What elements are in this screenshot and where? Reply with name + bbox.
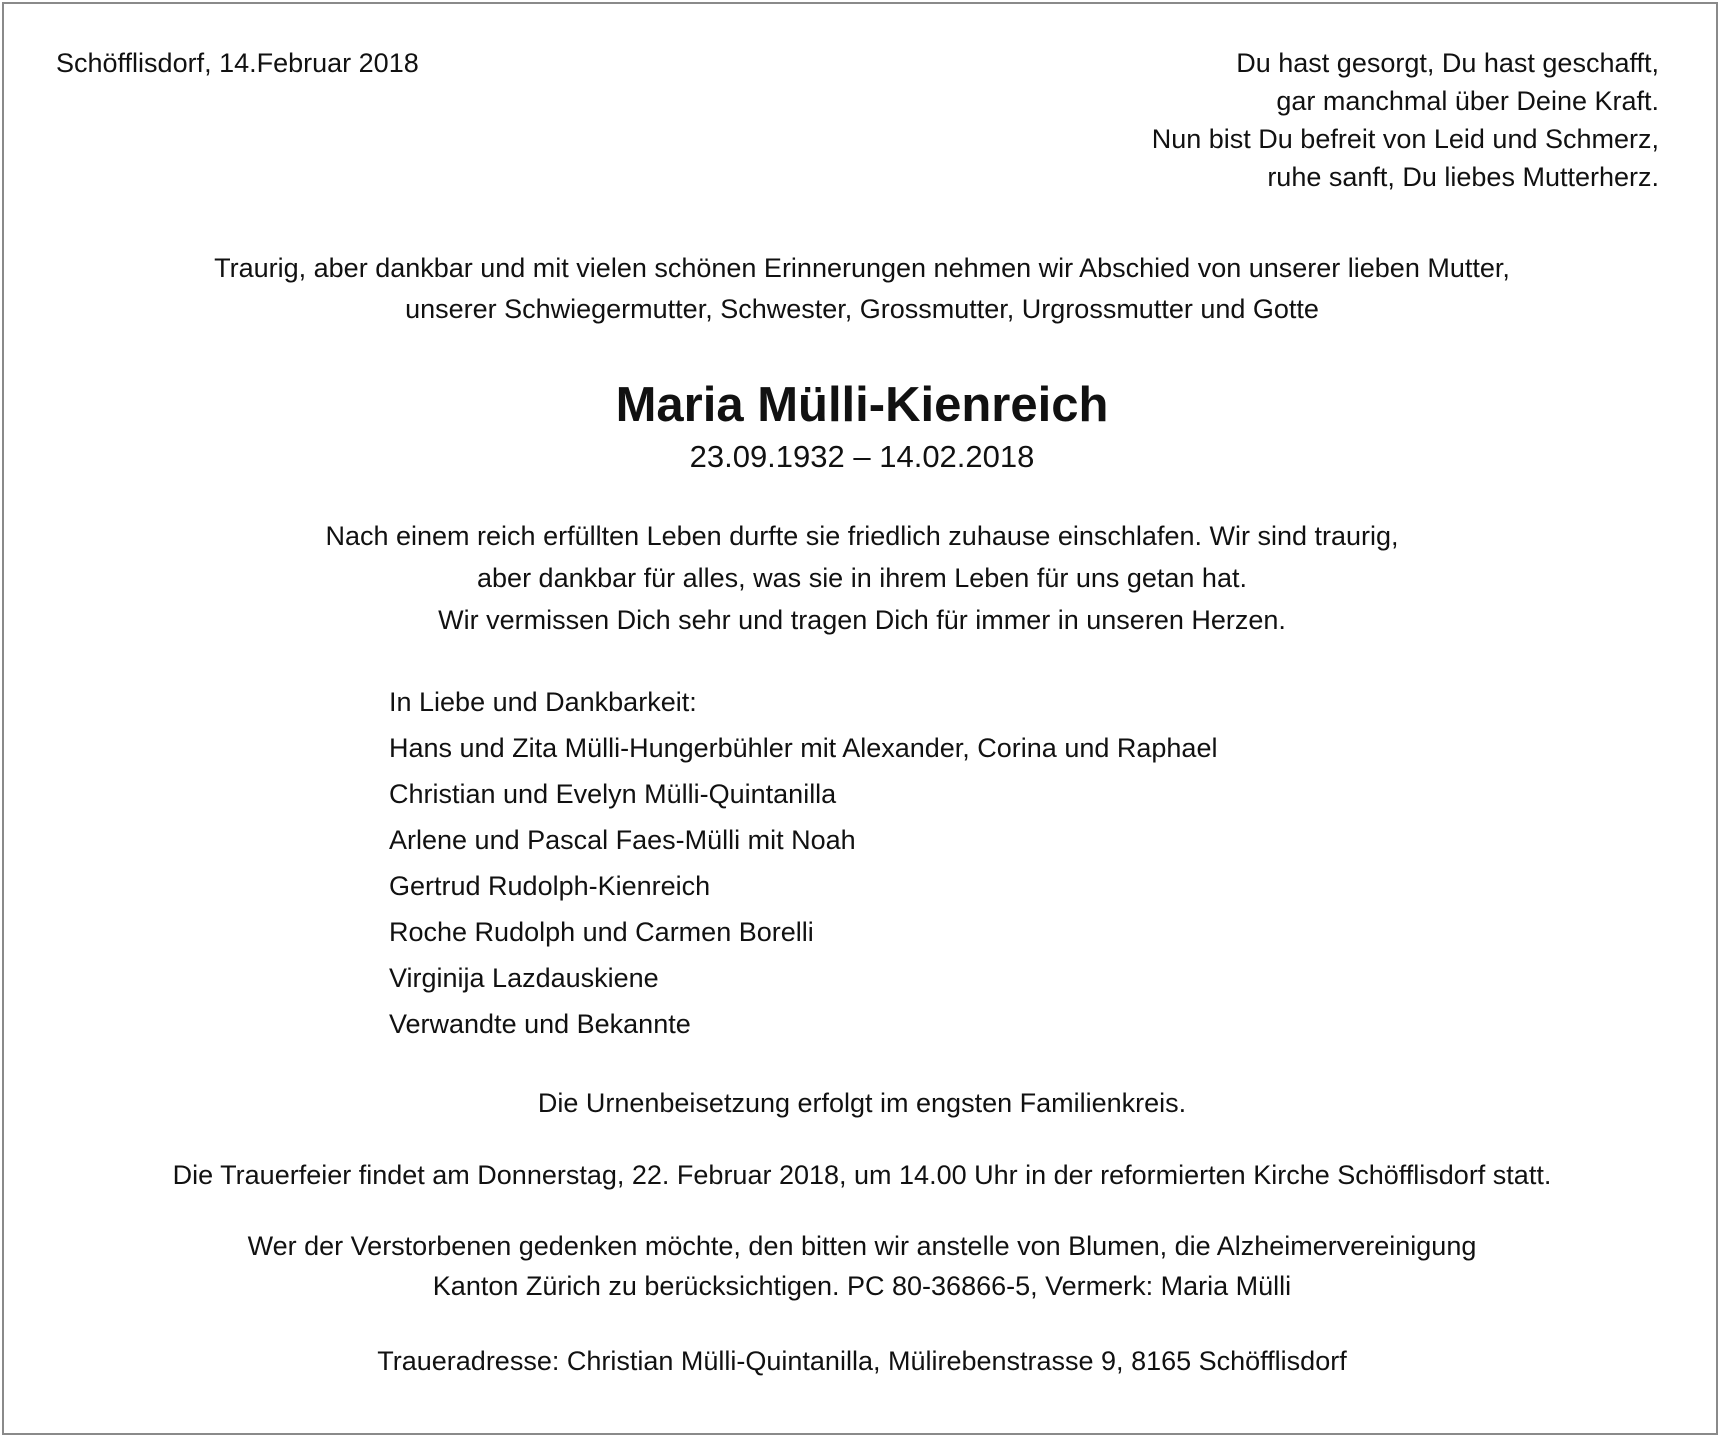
farewell-message [0, 515, 1724, 641]
mourners-heading: In Liebe und Dankbarkeit: [389, 687, 697, 717]
urn-note: Die Urnenbeisetzung erfolgt im engsten Familienkreis. [537, 1088, 1187, 1118]
donation-note [0, 1226, 1724, 1306]
poem-line: Du hast gesorgt, Du hast geschafft, [1236, 48, 1659, 78]
intro-line: Traurig, aber dankbar und mit vielen schönen Erinnerungen nehmen wir Abschied von unserer lieben Mutter, [214, 253, 1510, 283]
ceremony-note: Die Trauerfeier findet am Donnerstag, 22. Februar 2018, um 14.00 Uhr in der reformierten Kirche Schöfflisdorf statt. [172, 1160, 1552, 1190]
life-dates: 23.09.1932 – 14.02.2018 [689, 439, 1035, 474]
poem [1152, 44, 1659, 196]
mourner-name: Hans und Zita Mülli-Hungerbühler mit Alexander, Corina und Raphael [389, 733, 1218, 763]
donation-line: Wer der Verstorbenen gedenken möchte, den bitten wir anstelle von Blumen, die Alzheimervereinigung [247, 1231, 1477, 1261]
mourner-name: Verwandte und Bekannte [389, 1009, 691, 1039]
message-line: aber dankbar für alles, was sie in ihrem Leben für uns getan hat. [477, 563, 1247, 593]
mourner-name: Gertrud Rudolph-Kienreich [389, 871, 711, 901]
mourner-name: Christian und Evelyn Mülli-Quintanilla [389, 779, 837, 809]
message-line: Nach einem reich erfüllten Leben durfte sie friedlich zuhause einschlafen. Wir sind traurig, [325, 521, 1399, 551]
intro-text [0, 248, 1724, 330]
mourner-name: Roche Rudolph und Carmen Borelli [389, 917, 814, 947]
poem-line: ruhe sanft, Du liebes Mutterherz. [1267, 162, 1659, 192]
message-line: Wir vermissen Dich sehr und tragen Dich für immer in unseren Herzen. [438, 605, 1286, 635]
mourning-address: Traueradresse: Christian Mülli-Quintanilla, Mülirebenstrasse 9, 8165 Schöfflisdorf [377, 1346, 1347, 1376]
intro-line: unserer Schwiegermutter, Schwester, Grossmutter, Urgrossmutter und Gotte [405, 294, 1319, 324]
mourner-name: Arlene und Pascal Faes-Mülli mit Noah [389, 825, 856, 855]
deceased-name: Maria Mülli-Kienreich [615, 378, 1109, 432]
mourner-name: Virginija Lazdauskiene [389, 963, 659, 993]
poem-line: gar manchmal über Deine Kraft. [1276, 86, 1659, 116]
poem-line: Nun bist Du befreit von Leid und Schmerz, [1151, 124, 1659, 154]
mourners-list [389, 679, 1217, 1047]
donation-line: Kanton Zürich zu berücksichtigen. PC 80-36866-5, Vermerk: Maria Mülli [432, 1271, 1292, 1301]
place-date: Schöfflisdorf, 14.Februar 2018 [56, 48, 419, 78]
